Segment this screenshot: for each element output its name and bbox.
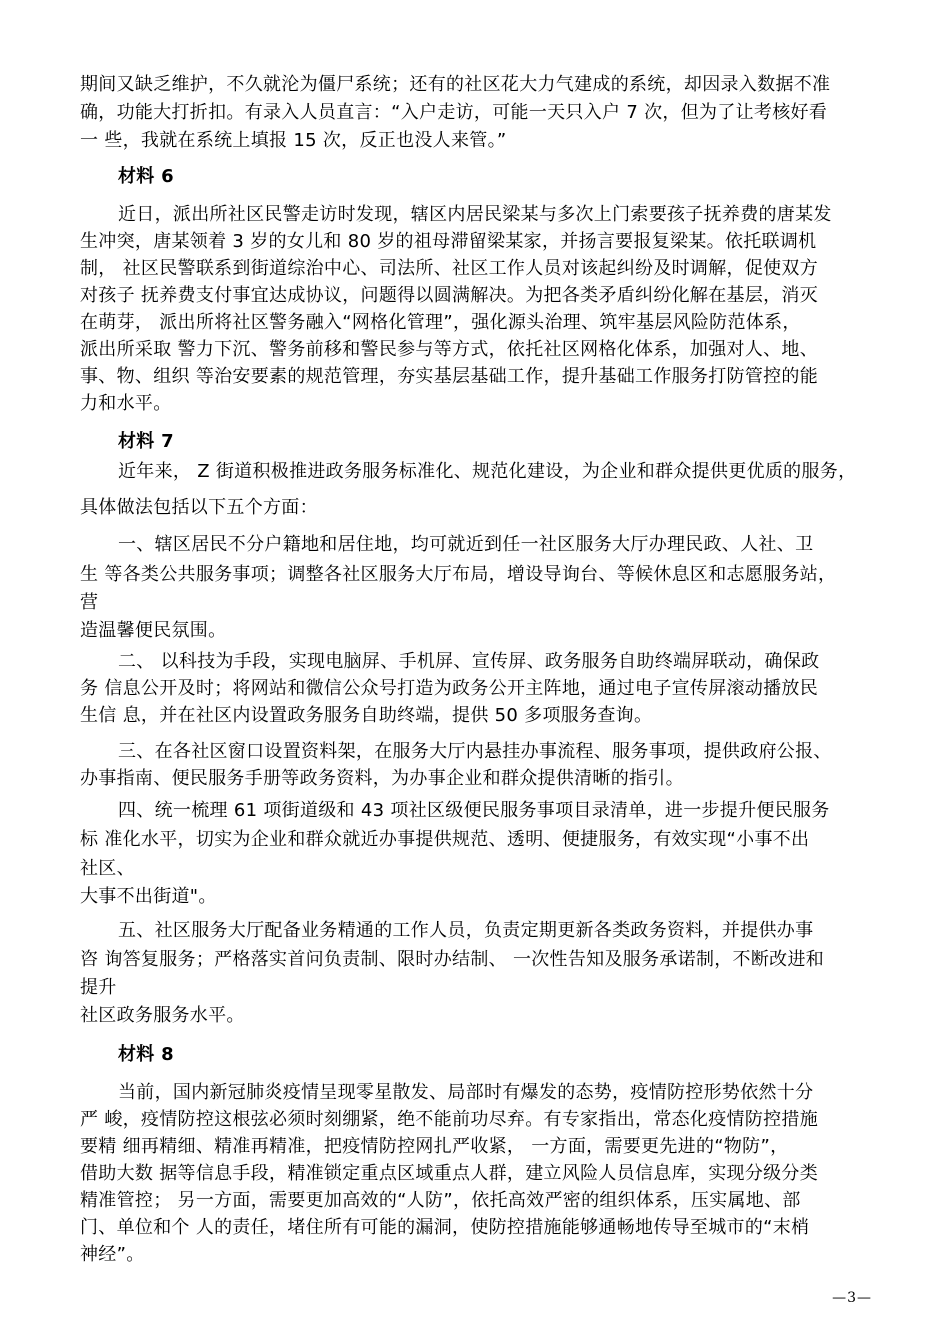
text-line: 生信 息，并在社区内设置政务服务自助终端，提供 50 多项服务查询。 [80, 705, 653, 726]
text-line: 力和水平。 [80, 393, 172, 414]
text-line: 近年来， Z 街道积极推进政务服务标准化、规范化建设，为企业和群众提供更优质的服务， [118, 461, 857, 482]
text-line: 办事指南、便民服务手册等政务资料，为办事企业和群众提供清晰的指引。 [80, 768, 684, 789]
text-line: 期间又缺乏维护，不久就沦为僵尸系统；还有的社区花大力气建成的系统，却因录入数据不准 [80, 74, 831, 95]
text-line: 事、物、组织 等治安要素的规范管理，夯实基层基础工作，提升基础工作服务打防管控的能 [80, 366, 819, 387]
text-line: 四、统一梳理 61 项街道级和 43 项社区级便民服务事项目录清单，进一步提升便民服务 [118, 800, 830, 821]
text-line: 一、辖区居民不分户籍地和居住地，均可就近到任一社区服务大厅办理民政、人社、卫 [118, 534, 814, 555]
text-line: 生冲突，唐某领着 3 岁的女儿和 80 岁的祖母滞留梁某家，并扬言要报复梁某。依托联调机 [80, 231, 817, 252]
text-line: 门、单位和个 人的责任，堵住所有可能的漏洞，使防控措施能够通畅地传导至城市的“末梢 [80, 1217, 810, 1238]
page-number: —3— [832, 1290, 872, 1306]
text-line: 大事不出街道"。 [80, 886, 217, 907]
text-line: 生 等各类公共服务事项；调整各社区服务大厅布局，增设导询台、等候休息区和志愿服务站， [80, 564, 837, 585]
text-line: 对孩子 抚养费支付事宜达成协议，问题得以圆满解决。为把各类矛盾纠纷化解在基层，消灭 [80, 285, 819, 306]
text-line: 精准管控； 另一方面，需要更加高效的“人防”，依托高效严密的组织体系，压实属地、部 [80, 1190, 801, 1211]
text-line: 在萌芽， 派出所将社区警务融入“网格化管理”，强化源头治理、筑牢基层风险防范体系， [80, 312, 801, 333]
text-line: 社区政务服务水平。 [80, 1005, 245, 1026]
text-line: 要精 细再精细、精准再精准，把疫情防控网扎严收紧， 一方面，需要更先进的“物防”， [80, 1136, 789, 1157]
text-line: 派出所采取 警力下沉、警务前移和警民参与等方式，依托社区网格化体系，加强对人、地、 [80, 339, 819, 360]
text-line: 二、 以科技为手段，实现电脑屏、手机屏、宣传屏、政务服务自助终端屏联动，确保政 [118, 651, 820, 672]
text-line: 借助大数 据等信息手段，精准锁定重点区域重点人群，建立风险人员信息库，实现分级分类 [80, 1163, 819, 1184]
text-line: 咨 询答复服务；严格落实首问负责制、限时办结制、 一次性告知及服务承诺制，不断改进和 [80, 949, 825, 970]
text-line: 神经”。 [80, 1244, 145, 1265]
text-line: 当前，国内新冠肺炎疫情呈现零星散发、局部时有爆发的态势，疫情防控形势依然十分 [118, 1082, 814, 1103]
section-heading: 材料 6 [118, 166, 174, 187]
section-heading: 材料 8 [118, 1044, 174, 1065]
text-line: 严 峻，疫情防控这根弦必须时刻绷紧，绝不能前功尽弃。有专家指出，常态化疫情防控措施 [80, 1109, 819, 1130]
text-line: 三、在各社区窗口设置资料架，在服务大厅内悬挂办事流程、服务事项，提供政府公报、 [118, 741, 832, 762]
text-line: 制， 社区民警联系到街道综治中心、司法所、社区工作人员对该起纠纷及时调解，促使双方 [80, 258, 819, 279]
text-line: 具体做法包括以下五个方面： [80, 497, 318, 518]
text-line: 标 准化水平，切实为企业和群众就近办事提供规范、透明、便捷服务，有效实现“小事不出 [80, 829, 810, 850]
section-heading: 材料 7 [118, 431, 174, 452]
text-line: 五、社区服务大厅配备业务精通的工作人员，负责定期更新各类政务资料，并提供办事 [118, 920, 814, 941]
text-line: 一 些，我就在系统上填报 15 次，反正也没人来管。” [80, 130, 507, 151]
text-line: 确，功能大打折扣。有录入人员直言：“入户走访，可能一天只入户 7 次，但为了让考核好看 [80, 102, 828, 123]
text-line: 务 信息公开及时；将网站和微信公众号打造为政务公开主阵地，通过电子宣传屏滚动播放民 [80, 678, 819, 699]
text-line: 造温馨便民氛围。 [80, 620, 227, 641]
text-line: 社区、 [80, 858, 135, 879]
text-line: 近日，派出所社区民警走访时发现，辖区内居民梁某与多次上门索要孩子抚养费的唐某发 [118, 204, 832, 225]
text-line: 营 [80, 592, 99, 613]
text-line: 提升 [80, 977, 117, 998]
